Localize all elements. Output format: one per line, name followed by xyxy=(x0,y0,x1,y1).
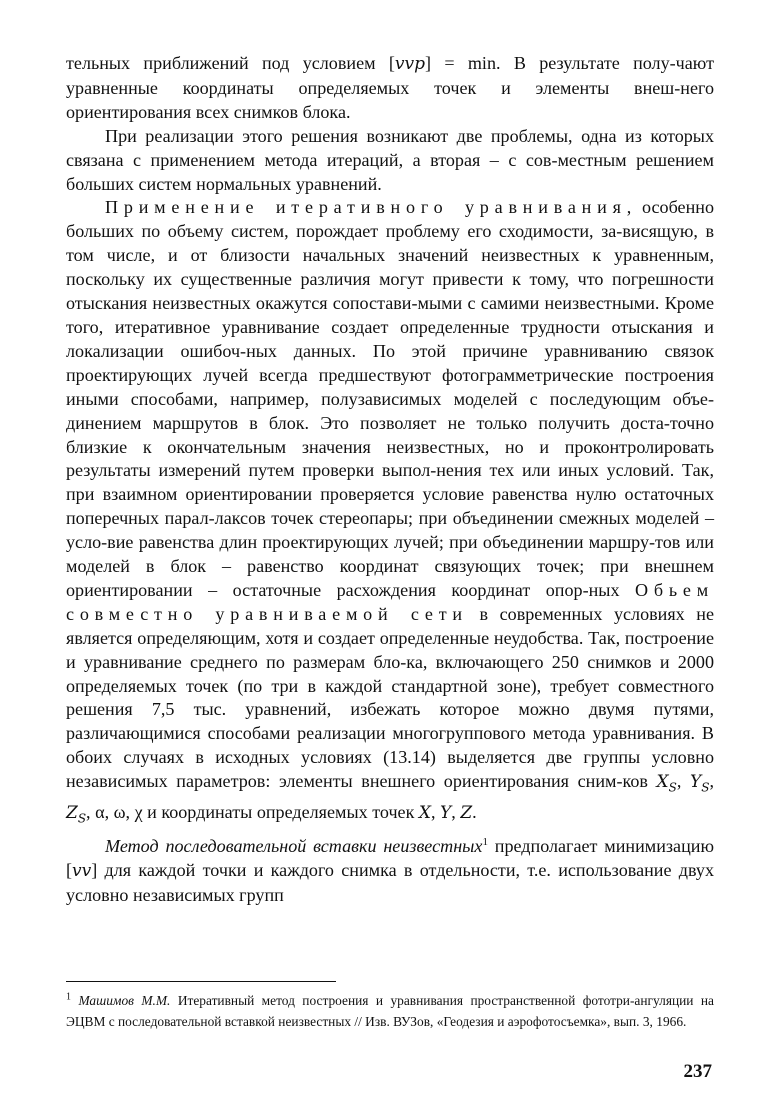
text-segment: . xyxy=(472,801,477,822)
footnote-author: Машимов М.М. xyxy=(78,993,171,1008)
text-segment: X xyxy=(656,772,669,793)
text-segment: 1 xyxy=(482,836,488,849)
text-segment: Метод последовательной вставки неизвестных xyxy=(105,836,483,857)
paragraph-1 xyxy=(66,52,714,125)
footnote-text: Итеративный метод построения и уравнивания пространственной фототри-ангуляции на ЭЦВМ с последовательной вставкой неизвестных // Изв. ВУЗов, «Геодезия и аэрофотосъемка», вып. 3, 1966. xyxy=(66,993,715,1029)
text-segment: Y xyxy=(440,802,452,823)
text-segment: Z xyxy=(460,802,473,823)
text-segment: в современных условиях не является определяющим, хотя и создает определенные неудобства. Так, построение и уравнивание среднего по размерам бло-ка, включающего 250 снимков и 2000 определяемых точек (по три в каждой стандартной зоне), требует совместного решения 7,5 тыс. уравнений, избежать которое можно двумя путями, различающимися способами реализации многогруппового метода уравнивания. В обоих случаях в исходных условиях (13.14) выделяется две группы условно независимых параметров: элементы внешнего ориентирования сним-ков xyxy=(66,603,715,792)
page-number: 237 xyxy=(683,1061,712,1082)
text-segment: , xyxy=(451,801,461,822)
text-segment: , α, ω, χ и координаты определяемых точек xyxy=(86,801,419,822)
text-segment: Обьем совместно уравниваемой сети xyxy=(66,579,714,624)
text-segment: При реализации этого решения возникают две проблемы, одна из которых связана с применением метода итераций, а вторая – с сов-местным решением больших систем нормальных уравнений. xyxy=(66,125,714,194)
page-body xyxy=(66,52,714,908)
footnote xyxy=(66,990,714,1032)
text-segment: vvp xyxy=(394,54,425,74)
text-segment: Применение итеративного уравнивания xyxy=(105,197,627,218)
text-segment: , xyxy=(709,771,715,792)
text-segment: ] = min. В результате полу-чают уравненные координаты определяемых точек и элементы внеш-него ориентирования всех снимков блока. xyxy=(66,53,714,122)
footnote-divider xyxy=(66,981,336,982)
main-text xyxy=(66,52,714,908)
text-segment: ] для каждой точки и каждого снимка в отдельности, т.е. использование двух условно независимых групп xyxy=(66,860,714,906)
text-segment: , xyxy=(676,771,691,792)
paragraph-2 xyxy=(66,125,714,197)
text-segment: S xyxy=(77,811,87,826)
text-segment: S xyxy=(701,780,710,795)
text-segment: тельных приближений под условием [ xyxy=(66,53,395,73)
text-segment: , особенно больших по объему систем, порождает проблему его сходимости, за-висящую, в том числе, и от близости начальных значений неизвестных к уравненным, поскольку их существенные различия могут привести к тому, что погрешности отыскания неизвестных окажутся сопостави-мыми с самими неизвестными. Кроме того, итеративное уравнивание создает определенные трудности отыскания и локализации ошибоч-ных данных. По этой причине уравниванию связок проектирующих лучей всегда предшествуют фотограмметрические построения иными способами, например, полузависимых моделей с последующим объе-динением маршрутов в блок. Это позволяет не только получить доста-точно близкие к окончательным значения неизвестных, но и проконтролировать результаты измерений путем проверки выпол-нения тех или иных условий. Так, при взаимном ориентировании проверяется условие равенства нулю остаточных поперечных парал-лаксов точек стереопары; при объединении смежных моделей – усло-вие равенства длин проектирующих лучей; при объединении маршру-тов или моделей в блок – равенство координат связующих точек; при внешнем ориентировании – остаточные расхождения координат опор-ных xyxy=(66,197,714,600)
text-segment: Z xyxy=(66,802,78,823)
text-segment: , xyxy=(431,801,441,822)
text-segment: Y xyxy=(690,772,702,793)
paragraph-4 xyxy=(66,831,714,908)
paragraph-3 xyxy=(66,196,714,831)
footnote-mark: 1 xyxy=(66,991,71,1003)
text-segment: предполагает минимизацию [ xyxy=(66,836,714,881)
text-segment: S xyxy=(668,780,677,795)
text-segment: X xyxy=(418,802,431,823)
text-segment: vv xyxy=(72,861,92,882)
